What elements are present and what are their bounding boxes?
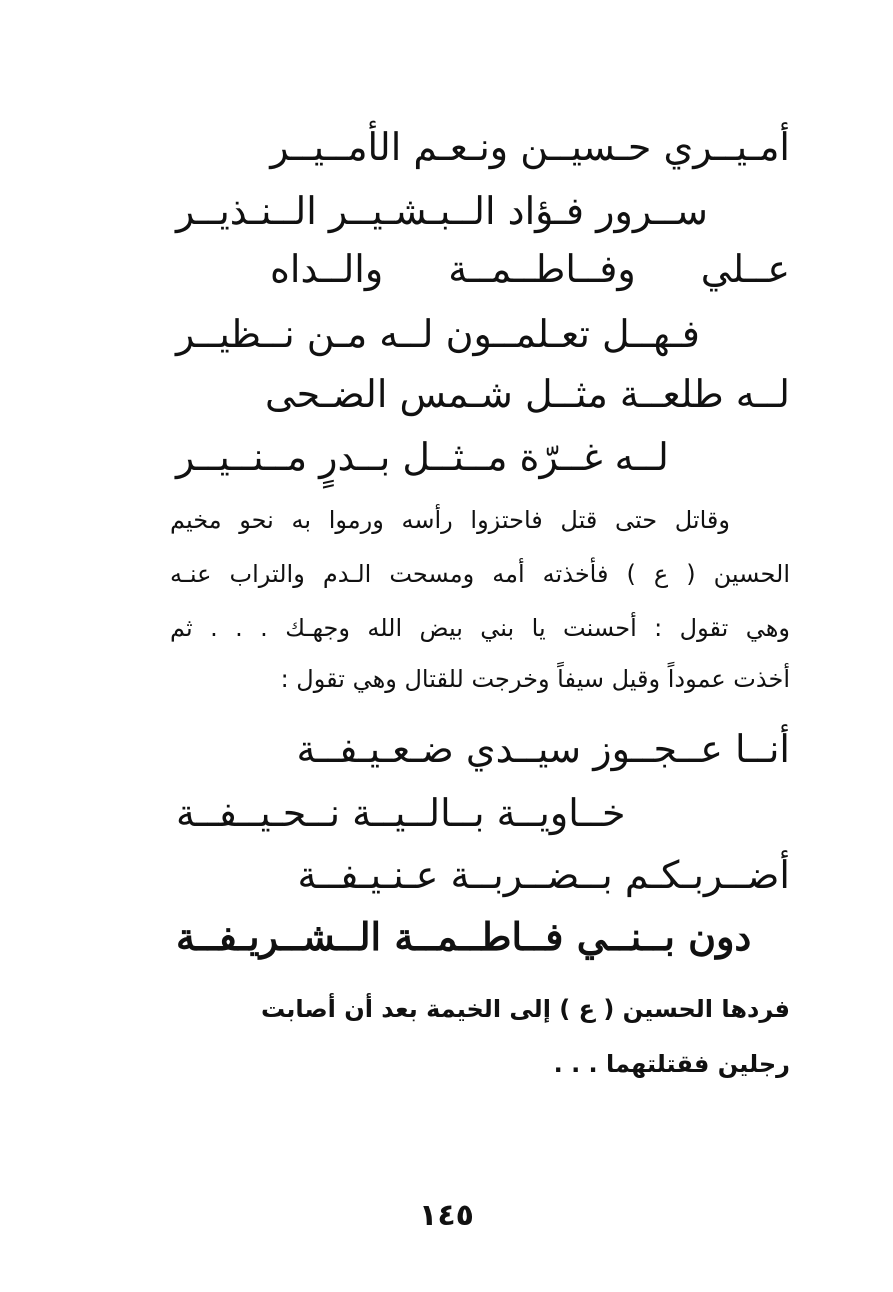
poem2-line2: خــاويــة بــالــيــة نــحـيــفــة (176, 791, 626, 835)
poem1-line3 (270, 244, 790, 294)
prose2-line2: رجلين فقتلتهما . . . (553, 1050, 790, 1078)
poem2-line3: أضــربـكـم بــضــربــة عـنـيـفــة (297, 853, 790, 897)
poem1-line3-word1: عــلي (700, 247, 790, 291)
poem1-line6: لــه غــرّة مــثــل بــدرٍ مــنــيــر (176, 435, 669, 479)
poem1-line4: فـهــل تعـلمــون لــه مـن نــظيــر (176, 312, 700, 356)
prose1-line2: الحسين ( ع ) فأخذته أمه ومسحت الـدم والتراب عنـه (170, 560, 790, 588)
poem2-line1: أنــا عــجــوز سيــدي ضـعـيـفــة (296, 727, 790, 771)
poem1-line2: ســرور فـؤاد الــبـشـيــر الــنـذيــر (176, 189, 708, 233)
poem1-line3-word3: والــداه (270, 247, 384, 291)
prose1-line4: أخذت عموداً وقيل سيفاً وخرجت للقتال وهي تقول : (280, 665, 790, 693)
poem2-line4: دون بــنــي فــاطــمــة الــشــريـفــة (176, 914, 752, 959)
poem1-line5: لــه طلعــة مثــل شـمس الضـحى (264, 372, 790, 416)
prose1-line1: وقاتل حتى قتل فاحتزوا رأسه ورموا به نحو مخيم (170, 506, 730, 534)
page-number: ١٤٥ (419, 1198, 474, 1233)
prose2-line1: فردها الحسين ( ع ) إلى الخيمة بعد أن أصابت (261, 995, 790, 1023)
prose1-line3: وهي تقول : أحسنت يا بني بيض الله وجهـك . . . ثم (170, 614, 790, 642)
poem1-line3-word2: وفــاطــمــة (448, 247, 636, 291)
poem1-line1: أمـيــري حـسيــن ونـعـم الأمــيــر (270, 125, 790, 169)
